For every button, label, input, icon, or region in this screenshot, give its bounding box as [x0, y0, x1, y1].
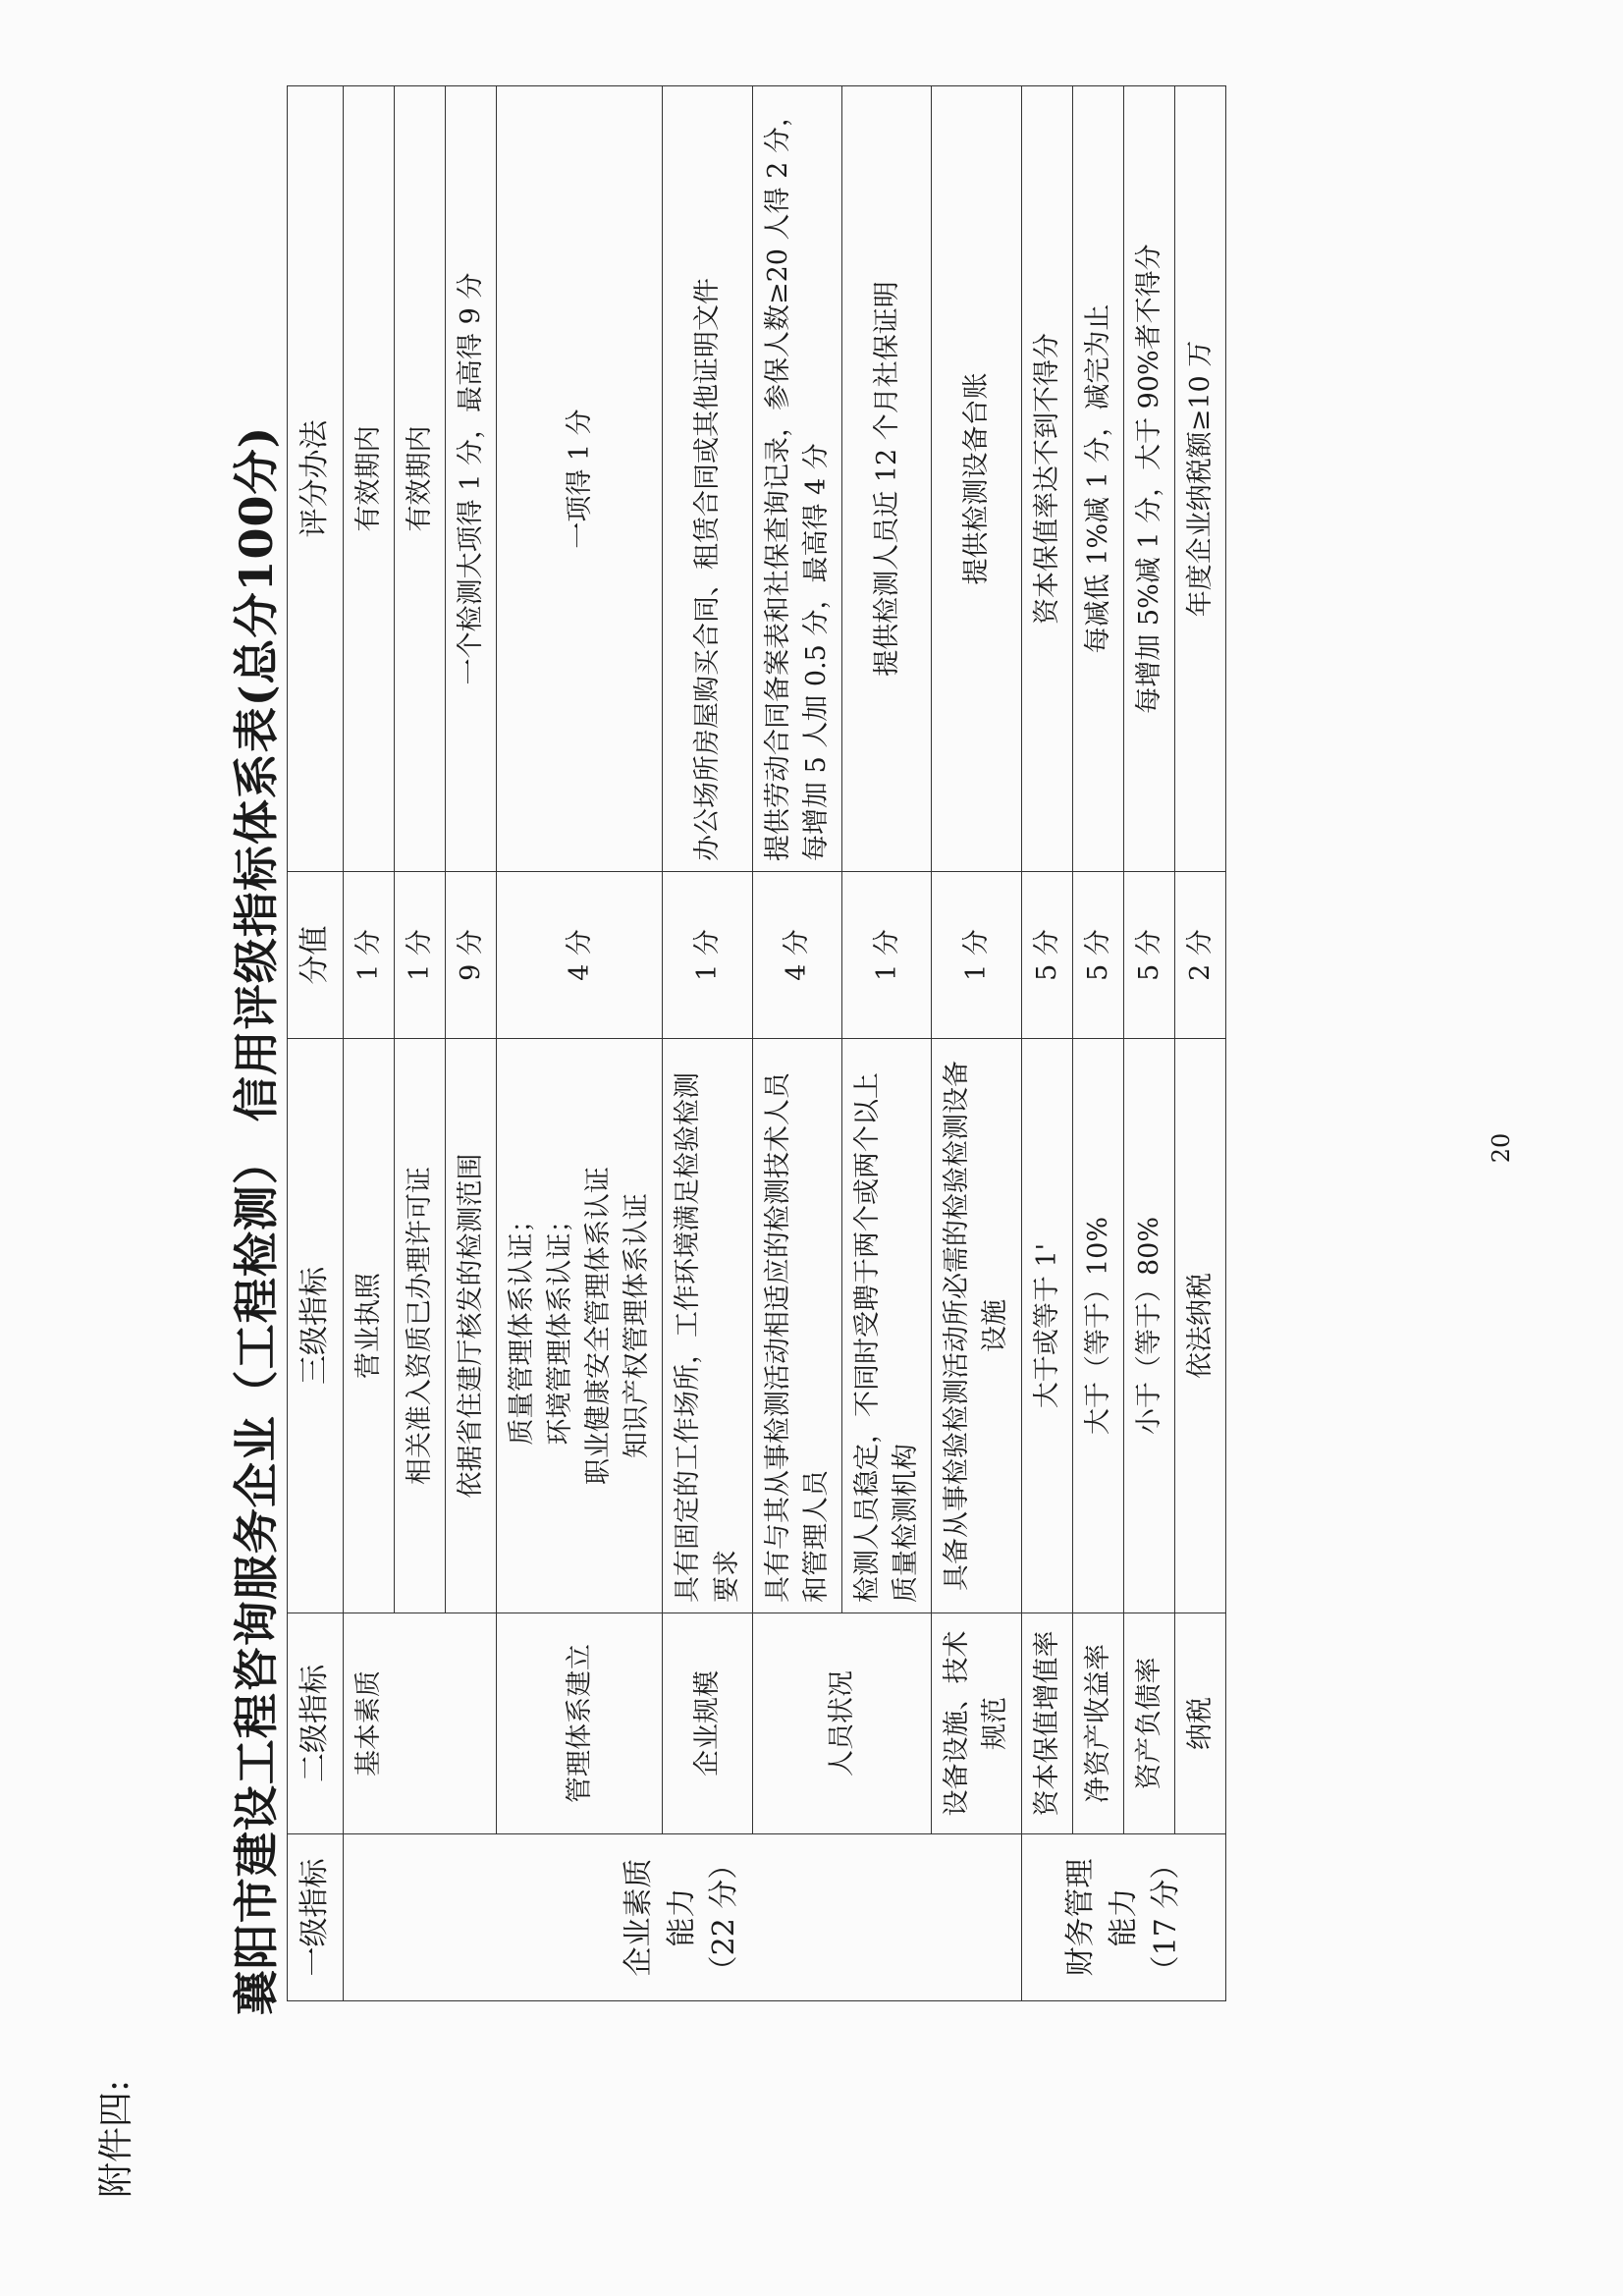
- table-row: [752, 86, 841, 2001]
- points-cell: 1 分: [842, 872, 932, 1039]
- level3-cell: 具有与其从事检测活动相适应的检测技术人员和管理人员: [752, 1039, 841, 1613]
- method-cell: 提供检测人员近 12 个月社保证明: [842, 86, 932, 872]
- level2-cell: 基本素质: [343, 1613, 496, 1834]
- header-level1: 一级指标: [288, 1834, 344, 2001]
- level2-cell: 纳税: [1175, 1613, 1226, 1834]
- points-cell: 4 分: [496, 872, 663, 1039]
- level3-cell: 依据省住建厅核发的检测范围: [445, 1039, 496, 1613]
- method-cell: 每增加 5%减 1 分，大于 90%者不得分: [1123, 86, 1174, 872]
- header-level2: 二级指标: [288, 1613, 344, 1834]
- header-level3: 三级指标: [288, 1039, 344, 1613]
- table-row: [932, 86, 1021, 2001]
- table-row: [1072, 86, 1123, 2001]
- level2-cell: 企业规模: [663, 1613, 752, 1834]
- table-row: [343, 86, 394, 2001]
- method-cell: 有效期内: [343, 86, 394, 872]
- page-number: 20: [1488, 1132, 1515, 1164]
- page-title: 襄阳市建设工程咨询服务企业（工程检测） 信用评级指标体系表(总分100分): [230, 425, 283, 2016]
- method-cell: 提供劳动合同备案表和社保查询记录，参保人数≥20 人得 2 分，每增加 5 人加 0.5 分，最高得 4 分: [752, 86, 841, 872]
- header-method: 评分办法: [288, 86, 344, 872]
- points-cell: 1 分: [394, 872, 445, 1039]
- points-cell: 1 分: [343, 872, 394, 1039]
- level3-cell: 检测人员稳定，不同时受聘于两个或两个以上质量检测机构: [842, 1039, 932, 1613]
- points-cell: 2 分: [1175, 872, 1226, 1039]
- level2-cell: 设备设施、技术规范: [932, 1613, 1021, 1834]
- table-row: [1021, 86, 1072, 2001]
- level3-cell: 大于（等于）10%: [1072, 1039, 1123, 1613]
- credit-rating-table: [287, 85, 1226, 2001]
- points-cell: 9 分: [445, 872, 496, 1039]
- level3-cell: 相关准入资质已办理许可证: [394, 1039, 445, 1613]
- points-cell: 5 分: [1123, 872, 1174, 1039]
- header-points: 分值: [288, 872, 344, 1039]
- attachment-label: 附件四:: [96, 2079, 136, 2198]
- points-cell: 5 分: [1021, 872, 1072, 1039]
- method-cell: 一个检测大项得 1 分，最高得 9 分: [445, 86, 496, 872]
- method-cell: 提供检测设备台账: [932, 86, 1021, 872]
- table-header-row: [288, 86, 344, 2001]
- method-cell: 资本保值率达不到不得分: [1021, 86, 1072, 872]
- table-row: [1123, 86, 1174, 2001]
- points-cell: 1 分: [932, 872, 1021, 1039]
- level2-cell: 资本保值增值率: [1021, 1613, 1072, 1834]
- level1-financial-management: 财务管理能力 （17 分）: [1021, 1834, 1226, 2001]
- points-cell: 5 分: [1072, 872, 1123, 1039]
- method-cell: 每减低 1%减 1 分，减完为止: [1072, 86, 1123, 872]
- table-row: [496, 86, 663, 2001]
- method-cell: 办公场所房屋购买合同、租赁合同或其他证明文件: [663, 86, 752, 872]
- points-cell: 4 分: [752, 872, 841, 1039]
- level3-cell: 具有固定的工作场所，工作环境满足检验检测要求: [663, 1039, 752, 1613]
- method-cell: 有效期内: [394, 86, 445, 872]
- level2-cell: 管理体系建立: [496, 1613, 663, 1834]
- level3-cell: 营业执照: [343, 1039, 394, 1613]
- method-cell: 年度企业纳税额≥10 万: [1175, 86, 1226, 872]
- method-cell: 一项得 1 分: [496, 86, 663, 872]
- table-row: [663, 86, 752, 2001]
- level2-cell: 净资产收益率: [1072, 1613, 1123, 1834]
- level1-enterprise-quality: 企业素质能力 （22 分）: [343, 1834, 1021, 2001]
- level3-cell: 质量管理体系认证； 环境管理体系认证； 职业健康安全管理体系认证 知识产权管理体系认证: [496, 1039, 663, 1613]
- level3-cell: 具备从事检验检测活动所必需的检验检测设备设施: [932, 1039, 1021, 1613]
- points-cell: 1 分: [663, 872, 752, 1039]
- level2-cell: 人员状况: [752, 1613, 932, 1834]
- level3-cell: 大于或等于 1': [1021, 1039, 1072, 1613]
- level3-cell: 依法纳税: [1175, 1039, 1226, 1613]
- table-row: [1175, 86, 1226, 2001]
- level3-cell: 小于（等于）80%: [1123, 1039, 1174, 1613]
- level2-cell: 资产负债率: [1123, 1613, 1174, 1834]
